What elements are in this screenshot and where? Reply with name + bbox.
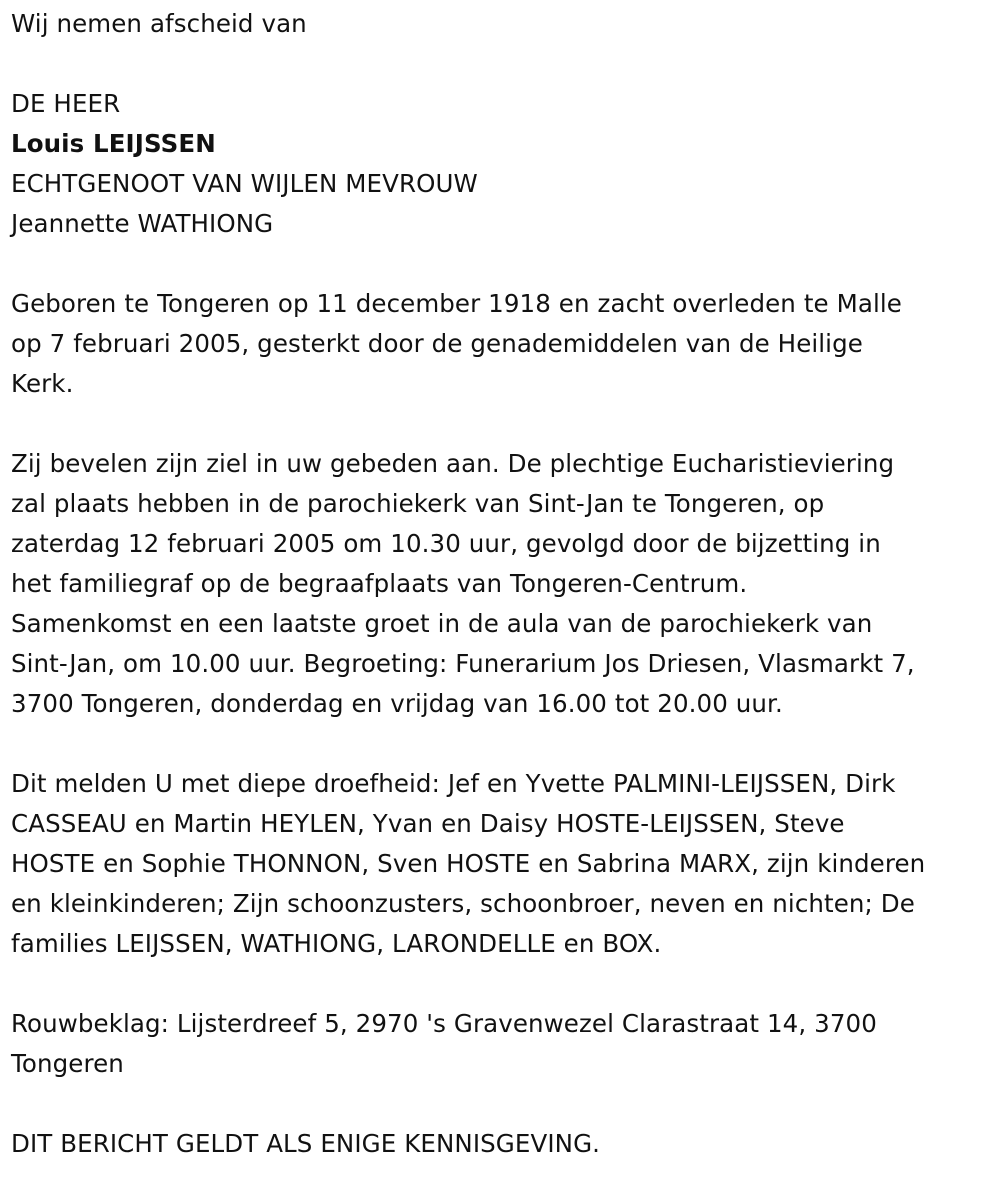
- paragraph-line: Tongeren: [11, 1049, 124, 1078]
- paragraph-line: families LEIJSSEN, WATHIONG, LARONDELLE en BOX.: [11, 929, 662, 958]
- spouse-name: Jeannette WATHIONG: [11, 209, 274, 238]
- paragraph-line: Kerk.: [11, 369, 74, 398]
- birth-paragraph: [11, 284, 996, 404]
- paragraph-line: Sint-Jan, om 10.00 uur. Begroeting: Funerarium Jos Driesen, Vlasmarkt 7,: [11, 649, 915, 678]
- obituary-notice: [11, 4, 996, 1164]
- paragraph-line: Dit melden U met diepe droefheid: Jef en Yvette PALMINI-LEIJSSEN, Dirk: [11, 769, 896, 798]
- paragraph-line: het familiegraf op de begraafplaats van Tongeren-Centrum.: [11, 569, 748, 598]
- paragraph-line: Zij bevelen zijn ziel in uw gebeden aan. De plechtige Eucharistieviering: [11, 449, 895, 478]
- intro-text: Wij nemen afscheid van: [11, 9, 307, 38]
- spouse-label: ECHTGENOOT VAN WIJLEN MEVROUW: [11, 169, 478, 198]
- paragraph-line: Geboren te Tongeren op 11 december 1918 en zacht overleden te Malle: [11, 289, 902, 318]
- spacer: [11, 724, 996, 764]
- paragraph-line: CASSEAU en Martin HEYLEN, Yvan en Daisy HOSTE-LEIJSSEN, Steve: [11, 809, 845, 838]
- honorific-title: DE HEER: [11, 89, 121, 118]
- spacer: [11, 964, 996, 1004]
- paragraph-line: op 7 februari 2005, gesterkt door de genademiddelen van de Heilige: [11, 329, 863, 358]
- spacer: [11, 44, 996, 84]
- paragraph-line: zal plaats hebben in de parochiekerk van Sint-Jan te Tongeren, op: [11, 489, 825, 518]
- paragraph-line: en kleinkinderen; Zijn schoonzusters, schoonbroer, neven en nichten; De: [11, 889, 915, 918]
- family-paragraph: [11, 764, 996, 964]
- spacer: [11, 1084, 996, 1124]
- deceased-name: Louis LEIJSSEN: [11, 129, 216, 158]
- spacer: [11, 244, 996, 284]
- paragraph-line: HOSTE en Sophie THONNON, Sven HOSTE en Sabrina MARX, zijn kinderen: [11, 849, 926, 878]
- paragraph-line: zaterdag 12 februari 2005 om 10.30 uur, gevolgd door de bijzetting in: [11, 529, 881, 558]
- paragraph-line: Samenkomst en een laatste groet in de aula van de parochiekerk van: [11, 609, 873, 638]
- closing-notice: DIT BERICHT GELDT ALS ENIGE KENNISGEVING.: [11, 1129, 601, 1158]
- service-paragraph: [11, 444, 996, 724]
- paragraph-line: 3700 Tongeren, donderdag en vrijdag van 16.00 tot 20.00 uur.: [11, 689, 783, 718]
- spacer: [11, 404, 996, 444]
- condolence-paragraph: [11, 1004, 996, 1084]
- paragraph-line: Rouwbeklag: Lijsterdreef 5, 2970 's Gravenwezel Clarastraat 14, 3700: [11, 1009, 877, 1038]
